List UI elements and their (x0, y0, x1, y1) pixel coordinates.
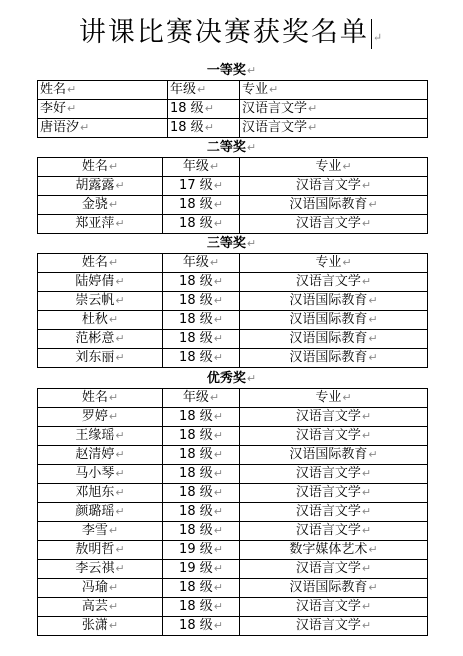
table-row (38, 408, 428, 427)
header-cell (163, 158, 240, 177)
major-cell (240, 465, 428, 484)
cell-mark: ↵ (213, 619, 223, 632)
cell-mark: ↵ (213, 313, 223, 326)
cell-mark: ↵ (342, 160, 352, 173)
student-grade: 18 级 (179, 409, 213, 424)
name-cell (38, 560, 163, 579)
table-row (38, 292, 428, 311)
student-name: 高芸 (81, 599, 108, 614)
major-cell (240, 522, 428, 541)
student-grade: 18 级 (179, 428, 213, 443)
header-name: 姓名 (81, 390, 108, 405)
major-cell (240, 427, 428, 446)
cell-mark: ↵ (308, 121, 318, 134)
cell-mark: ↵ (368, 332, 378, 345)
student-grade: 18 级 (179, 599, 213, 614)
section-heading-excellence-award (0, 370, 463, 387)
student-grade: 18 级 (179, 580, 213, 595)
student-major: 汉语言文学 (295, 466, 361, 481)
student-major: 汉语言文学 (295, 523, 361, 538)
header-cell (240, 254, 428, 273)
student-major: 汉语言文学 (295, 599, 361, 614)
major-cell (240, 119, 428, 138)
student-grade: 18 级 (179, 312, 213, 327)
third-prize-table (37, 253, 428, 368)
cell-mark: ↵ (213, 410, 223, 423)
table-row (38, 465, 428, 484)
student-name: 李好 (40, 101, 67, 116)
cell-mark: ↵ (269, 83, 279, 96)
cell-mark: ↵ (213, 581, 223, 594)
cell-mark: ↵ (361, 486, 372, 499)
cell-mark: ↵ (209, 256, 220, 269)
cell-mark: ↵ (115, 562, 125, 575)
cell-mark: ↵ (361, 619, 372, 632)
grade-cell (163, 503, 240, 522)
name-cell (38, 598, 163, 617)
cell-mark: ↵ (361, 600, 372, 613)
student-major: 汉语国际教育 (289, 447, 368, 462)
cell-mark: ↵ (80, 121, 90, 134)
grade-cell (163, 446, 240, 465)
student-grade: 18 级 (170, 101, 204, 116)
cell-mark: ↵ (108, 581, 119, 594)
student-major: 汉语言文学 (295, 216, 361, 231)
header-major: 专业 (315, 390, 342, 405)
table-header-row (38, 158, 428, 177)
student-grade: 18 级 (179, 197, 213, 212)
student-name: 崇云帆 (75, 293, 115, 308)
table-row (38, 427, 428, 446)
grade-cell (163, 177, 240, 196)
cell-mark: ↵ (213, 524, 223, 537)
student-major: 数字媒体艺术 (289, 542, 368, 557)
table-row (38, 579, 428, 598)
student-name: 金骁 (81, 197, 108, 212)
student-major: 汉语国际教育 (289, 331, 368, 346)
student-name: 刘东丽 (75, 350, 115, 365)
paragraph-mark: ↵ (372, 31, 385, 44)
student-major: 汉语言文学 (295, 618, 361, 633)
student-name: 冯瑜 (81, 580, 108, 595)
student-grade: 19 级 (179, 561, 213, 576)
major-cell (240, 446, 428, 465)
cell-mark: ↵ (361, 562, 372, 575)
cell-mark: ↵ (115, 486, 125, 499)
excellence-award-table (37, 388, 428, 636)
major-cell (240, 484, 428, 503)
cell-mark: ↵ (368, 543, 378, 556)
cell-mark: ↵ (67, 102, 77, 115)
cell-mark: ↵ (213, 600, 223, 613)
major-cell (240, 598, 428, 617)
grade-cell (163, 408, 240, 427)
major-cell (240, 349, 428, 368)
major-cell (240, 541, 428, 560)
grade-cell (163, 484, 240, 503)
header-cell (168, 81, 240, 100)
grade-cell (163, 196, 240, 215)
student-major: 汉语言文学 (295, 561, 361, 576)
major-cell (240, 196, 428, 215)
cell-mark: ↵ (115, 217, 125, 230)
table-row (38, 560, 428, 579)
section-heading-second-prize (0, 139, 463, 156)
student-major: 汉语言文学 (295, 274, 361, 289)
grade-cell (163, 215, 240, 234)
student-name: 颜璐瑶 (75, 504, 115, 519)
grade-cell (163, 349, 240, 368)
cell-mark: ↵ (213, 543, 223, 556)
paragraph-mark: ↵ (246, 237, 257, 250)
name-cell (38, 311, 163, 330)
student-grade: 18 级 (179, 216, 213, 231)
header-cell (240, 389, 428, 408)
name-cell (38, 541, 163, 560)
grade-cell (163, 617, 240, 636)
grade-cell (163, 598, 240, 617)
name-cell (38, 408, 163, 427)
student-name: 李雪 (81, 523, 108, 538)
student-major: 汉语言文学 (242, 120, 308, 135)
cell-mark: ↵ (115, 467, 125, 480)
cell-mark: ↵ (213, 429, 223, 442)
major-cell (240, 311, 428, 330)
table-row (38, 617, 428, 636)
paragraph-mark: ↵ (246, 372, 257, 385)
table-row (38, 177, 428, 196)
student-grade: 17 级 (179, 178, 213, 193)
student-grade: 18 级 (179, 274, 213, 289)
header-name: 姓名 (40, 82, 67, 97)
table-header-row (38, 81, 428, 100)
cell-mark: ↵ (213, 467, 223, 480)
cell-mark: ↵ (368, 448, 378, 461)
student-name: 张潇 (81, 618, 108, 633)
major-cell (240, 503, 428, 522)
cell-mark: ↵ (108, 313, 119, 326)
student-grade: 18 级 (179, 350, 213, 365)
cell-mark: ↵ (115, 429, 125, 442)
grade-cell (163, 579, 240, 598)
grade-cell (163, 292, 240, 311)
cell-mark: ↵ (213, 505, 223, 518)
student-major: 汉语言文学 (295, 409, 361, 424)
student-major: 汉语言文学 (295, 428, 361, 443)
grade-cell (163, 330, 240, 349)
student-grade: 18 级 (179, 331, 213, 346)
major-cell (240, 100, 428, 119)
header-cell (163, 389, 240, 408)
student-name: 李云祺 (75, 561, 115, 576)
cell-mark: ↵ (108, 600, 119, 613)
student-name: 唐语汐 (40, 120, 80, 135)
table-row (38, 446, 428, 465)
first-prize-table (37, 80, 428, 138)
table-row (38, 196, 428, 215)
major-cell (240, 177, 428, 196)
name-cell (38, 522, 163, 541)
cell-mark: ↵ (213, 217, 223, 230)
cell-mark: ↵ (115, 294, 125, 307)
header-name: 姓名 (81, 255, 108, 270)
name-cell (38, 349, 163, 368)
name-cell (38, 292, 163, 311)
cell-mark: ↵ (213, 351, 223, 364)
header-major: 专业 (315, 159, 342, 174)
major-cell (240, 408, 428, 427)
cell-mark: ↵ (204, 102, 214, 115)
student-name: 邓旭东 (75, 485, 115, 500)
student-name: 胡露露 (75, 178, 115, 193)
major-cell (240, 330, 428, 349)
cell-mark: ↵ (209, 391, 220, 404)
cell-mark: ↵ (115, 332, 125, 345)
student-name: 马小琴 (75, 466, 115, 481)
table-row (38, 311, 428, 330)
cell-mark: ↵ (209, 160, 220, 173)
major-cell (240, 273, 428, 292)
student-name: 罗婷 (81, 409, 108, 424)
student-grade: 18 级 (179, 447, 213, 462)
cell-mark: ↵ (368, 313, 378, 326)
student-name: 范彬意 (75, 331, 115, 346)
header-name: 姓名 (81, 159, 108, 174)
student-name: 王缘瑶 (75, 428, 115, 443)
table-row (38, 330, 428, 349)
student-name: 赵清婷 (75, 447, 115, 462)
student-name: 敖明哲 (75, 542, 115, 557)
student-major: 汉语国际教育 (289, 197, 368, 212)
name-cell (38, 503, 163, 522)
table-row (38, 484, 428, 503)
student-grade: 18 级 (179, 293, 213, 308)
header-cell (240, 158, 428, 177)
section-heading-text: 三等奖 (206, 236, 246, 251)
student-grade: 18 级 (179, 523, 213, 538)
section-heading-text: 二等奖 (206, 140, 246, 155)
section-heading-text: 一等奖 (206, 63, 246, 78)
header-major: 专业 (242, 82, 269, 97)
cell-mark: ↵ (368, 581, 378, 594)
name-cell (38, 465, 163, 484)
name-cell (38, 484, 163, 503)
student-grade: 19 级 (179, 542, 213, 557)
student-major: 汉语言文学 (295, 485, 361, 500)
cell-mark: ↵ (213, 275, 223, 288)
cell-mark: ↵ (361, 217, 372, 230)
cell-mark: ↵ (115, 505, 125, 518)
name-cell (38, 215, 163, 234)
cell-mark: ↵ (67, 83, 77, 96)
cell-mark: ↵ (361, 505, 372, 518)
grade-cell (168, 100, 240, 119)
major-cell (240, 617, 428, 636)
student-major: 汉语言文学 (295, 178, 361, 193)
cell-mark: ↵ (361, 275, 372, 288)
table-row (38, 273, 428, 292)
grade-cell (163, 427, 240, 446)
table-row (38, 100, 428, 119)
header-cell (38, 81, 168, 100)
name-cell (38, 273, 163, 292)
major-cell (240, 560, 428, 579)
cell-mark: ↵ (342, 256, 352, 269)
major-cell (240, 215, 428, 234)
grade-cell (163, 273, 240, 292)
cell-mark: ↵ (213, 294, 223, 307)
header-cell (38, 389, 163, 408)
section-heading-text: 优秀奖 (206, 371, 246, 386)
paragraph-mark: ↵ (246, 141, 257, 154)
cell-mark: ↵ (361, 467, 372, 480)
student-major: 汉语国际教育 (289, 350, 368, 365)
cell-mark: ↵ (361, 410, 372, 423)
cell-mark: ↵ (115, 179, 125, 192)
student-grade: 18 级 (179, 618, 213, 633)
text-cursor (371, 19, 372, 49)
header-major: 专业 (315, 255, 342, 270)
table-row (38, 541, 428, 560)
name-cell (38, 177, 163, 196)
table-row (38, 215, 428, 234)
grade-cell (163, 465, 240, 484)
cell-mark: ↵ (108, 619, 119, 632)
student-name: 杜秋 (81, 312, 108, 327)
major-cell (240, 292, 428, 311)
second-prize-table (37, 157, 428, 234)
student-major: 汉语国际教育 (289, 293, 368, 308)
cell-mark: ↵ (108, 256, 119, 269)
grade-cell (163, 560, 240, 579)
paragraph-mark: ↵ (246, 64, 257, 77)
cell-mark: ↵ (368, 294, 378, 307)
table-row (38, 119, 428, 138)
table-header-row (38, 389, 428, 408)
table-row (38, 522, 428, 541)
name-cell (38, 427, 163, 446)
cell-mark: ↵ (108, 160, 119, 173)
cell-mark: ↵ (213, 562, 223, 575)
cell-mark: ↵ (197, 83, 207, 96)
header-grade: 年级 (182, 255, 209, 270)
cell-mark: ↵ (115, 543, 125, 556)
header-grade: 年级 (182, 159, 209, 174)
table-row (38, 598, 428, 617)
cell-mark: ↵ (108, 391, 119, 404)
student-major: 汉语言文学 (295, 504, 361, 519)
cell-mark: ↵ (213, 198, 223, 211)
student-name: 郑亚萍 (75, 216, 115, 231)
table-header-row (38, 254, 428, 273)
student-major: 汉语国际教育 (289, 312, 368, 327)
grade-cell (168, 119, 240, 138)
cell-mark: ↵ (204, 121, 214, 134)
section-heading-first-prize (0, 62, 463, 79)
cell-mark: ↵ (108, 524, 119, 537)
header-grade: 年级 (182, 390, 209, 405)
student-grade: 18 级 (179, 466, 213, 481)
cell-mark: ↵ (115, 351, 125, 364)
cell-mark: ↵ (368, 351, 378, 364)
table-row (38, 503, 428, 522)
document-title-text: 讲课比赛决赛获奖名单 (78, 17, 369, 48)
student-grade: 18 级 (179, 485, 213, 500)
cell-mark: ↵ (108, 198, 119, 211)
cell-mark: ↵ (115, 448, 125, 461)
cell-mark: ↵ (213, 486, 223, 499)
header-cell (240, 81, 428, 100)
cell-mark: ↵ (213, 179, 223, 192)
grade-cell (163, 541, 240, 560)
cell-mark: ↵ (361, 179, 372, 192)
name-cell (38, 119, 168, 138)
name-cell (38, 617, 163, 636)
header-grade: 年级 (170, 82, 197, 97)
grade-cell (163, 311, 240, 330)
cell-mark: ↵ (342, 391, 352, 404)
cell-mark: ↵ (115, 275, 125, 288)
header-cell (38, 158, 163, 177)
name-cell (38, 446, 163, 465)
header-cell (38, 254, 163, 273)
cell-mark: ↵ (308, 102, 318, 115)
cell-mark: ↵ (213, 448, 223, 461)
name-cell (38, 330, 163, 349)
student-major: 汉语言文学 (242, 101, 308, 116)
cell-mark: ↵ (361, 429, 372, 442)
student-major: 汉语国际教育 (289, 580, 368, 595)
cell-mark: ↵ (361, 524, 372, 537)
name-cell (38, 196, 163, 215)
student-grade: 18 级 (170, 120, 204, 135)
cell-mark: ↵ (368, 198, 378, 211)
cell-mark: ↵ (213, 332, 223, 345)
cell-mark: ↵ (108, 410, 119, 423)
name-cell (38, 579, 163, 598)
grade-cell (163, 522, 240, 541)
header-cell (163, 254, 240, 273)
name-cell (38, 100, 168, 119)
document-title (0, 14, 463, 52)
major-cell (240, 579, 428, 598)
table-row (38, 349, 428, 368)
student-grade: 18 级 (179, 504, 213, 519)
student-name: 陆婷倩 (75, 274, 115, 289)
section-heading-third-prize (0, 235, 463, 252)
